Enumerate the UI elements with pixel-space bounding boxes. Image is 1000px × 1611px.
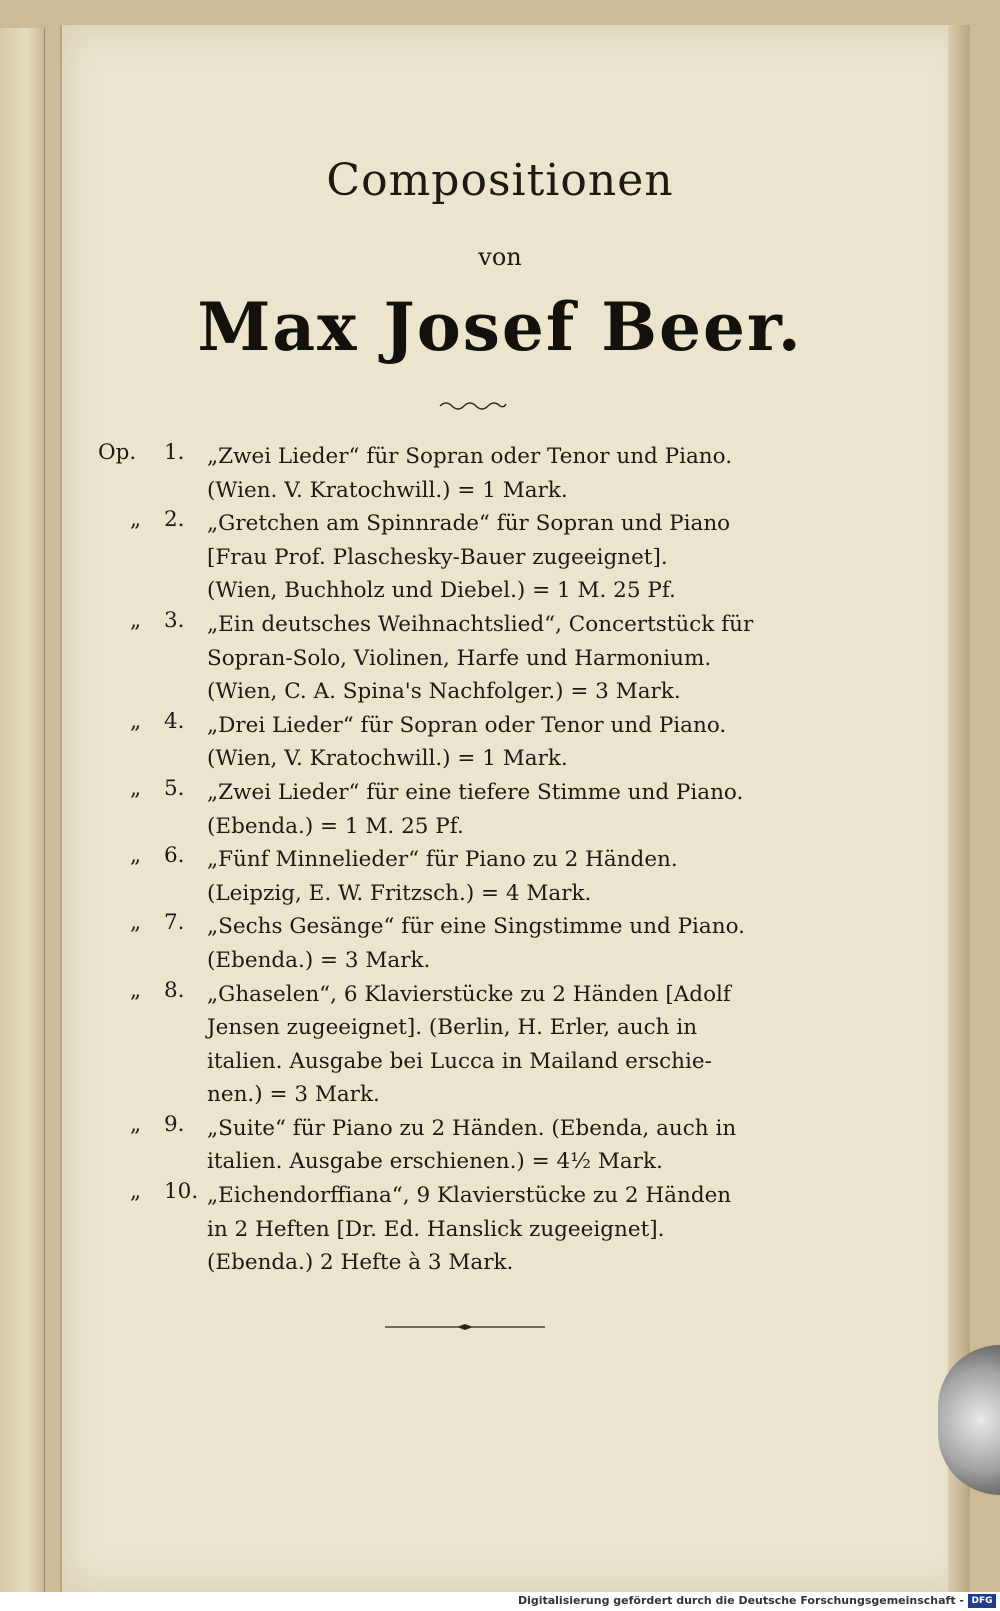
entry-prefix: „ [130, 775, 142, 801]
entry-line: „Zwei Lieder“ für eine tiefere Stimme und Piano. [207, 779, 744, 805]
entry-prefix: „ [130, 1111, 142, 1137]
entry-line: (Wien. V. Kratochwill.) = 1 Mark. [207, 477, 568, 503]
end-rule [385, 1322, 545, 1332]
entry-line: „Ein deutsches Weihnachtslied“, Concertstück für [207, 611, 754, 637]
page-title: Compositionen [326, 155, 674, 206]
opus-number: 7. [164, 910, 185, 936]
entry-line: Sopran-Solo, Violinen, Harfe und Harmonium. [207, 645, 712, 671]
entry-line: italien. Ausgabe bei Lucca in Mailand erschie- [207, 1048, 712, 1074]
list-item [112, 1179, 832, 1280]
composition-list [98, 440, 832, 1280]
footer-credit: Digitalisierung gefördert durch die Deutsche Forschungsgemeinschaft - [517, 1594, 964, 1607]
opus-number: 8. [164, 977, 185, 1003]
entry-line: „Gretchen am Spinnrade“ für Sopran und Piano [207, 511, 731, 537]
list-item [112, 608, 832, 709]
opus-number: 1. [164, 440, 185, 465]
entry-prefix: „ [130, 507, 142, 533]
entry-line: „Drei Lieder“ für Sopran oder Tenor und Piano. [207, 712, 727, 738]
opus-number: 4. [164, 708, 185, 734]
entry-line: „Sechs Gesänge“ für eine Singstimme und Piano. [207, 914, 745, 940]
list-item [98, 440, 832, 507]
entry-line: (Wien, V. Kratochwill.) = 1 Mark. [207, 746, 568, 772]
list-item [112, 978, 832, 1112]
entry-line: (Wien, Buchholz und Diebel.) = 1 M. 25 Pf. [207, 578, 676, 604]
author-name: Max Josef Beer. [197, 288, 803, 366]
footer-bar [0, 1592, 1000, 1611]
entry-prefix: Op. [98, 440, 137, 465]
dfg-logo: DFG [968, 1594, 996, 1608]
entry-prefix: „ [130, 607, 142, 633]
entry-line: (Ebenda.) = 1 M. 25 Pf. [207, 813, 464, 839]
entry-line: „Zwei Lieder“ für Sopran oder Tenor und Piano. [207, 444, 733, 469]
entry-line: (Ebenda.) = 3 Mark. [207, 947, 431, 973]
entry-prefix: „ [130, 708, 142, 734]
opus-number: 5. [164, 775, 185, 801]
entry-line: „Eichendorffiana“, 9 Klavierstücke zu 2 Händen [207, 1183, 732, 1209]
entry-line: nen.) = 3 Mark. [207, 1082, 380, 1108]
entry-prefix: „ [130, 1179, 142, 1205]
entry-line: „Ghaselen“, 6 Klavierstücke zu 2 Händen [Adolf [207, 981, 731, 1007]
entry-line: Jensen zugeeignet]. (Berlin, H. Erler, auch in [207, 1015, 698, 1041]
entry-line: italien. Ausgabe erschienen.) = 4½ Mark. [207, 1149, 663, 1175]
opus-number: 6. [164, 843, 185, 869]
entry-line: (Ebenda.) 2 Hefte à 3 Mark. [207, 1250, 514, 1276]
entry-line: (Wien, C. A. Spina's Nachfolger.) = 3 Mark. [207, 679, 681, 705]
opus-number: 2. [164, 507, 185, 533]
entry-prefix: „ [130, 910, 142, 936]
opus-number: 9. [164, 1111, 185, 1137]
entry-line: (Leipzig, E. W. Fritzsch.) = 4 Mark. [207, 880, 592, 906]
entry-line: [Frau Prof. Plaschesky-Bauer zugeeignet]. [207, 544, 668, 570]
entry-prefix: „ [130, 843, 142, 869]
list-item [112, 507, 832, 608]
entry-line: „Suite“ für Piano zu 2 Händen. (Ebenda, auch in [207, 1115, 737, 1141]
entry-line: „Fünf Minnelieder“ für Piano zu 2 Händen. [207, 847, 678, 873]
list-item [112, 709, 832, 776]
list-item [112, 1112, 832, 1179]
list-item [112, 776, 832, 843]
opus-number: 3. [164, 607, 185, 633]
entry-prefix: „ [130, 977, 142, 1003]
ornament-swash [438, 398, 508, 412]
list-item [112, 843, 832, 910]
title-von: von [478, 243, 522, 271]
entry-line: in 2 Heften [Dr. Ed. Hanslick zugeeignet]. [207, 1216, 665, 1242]
opus-number: 10. [164, 1179, 199, 1205]
list-item [112, 910, 832, 977]
